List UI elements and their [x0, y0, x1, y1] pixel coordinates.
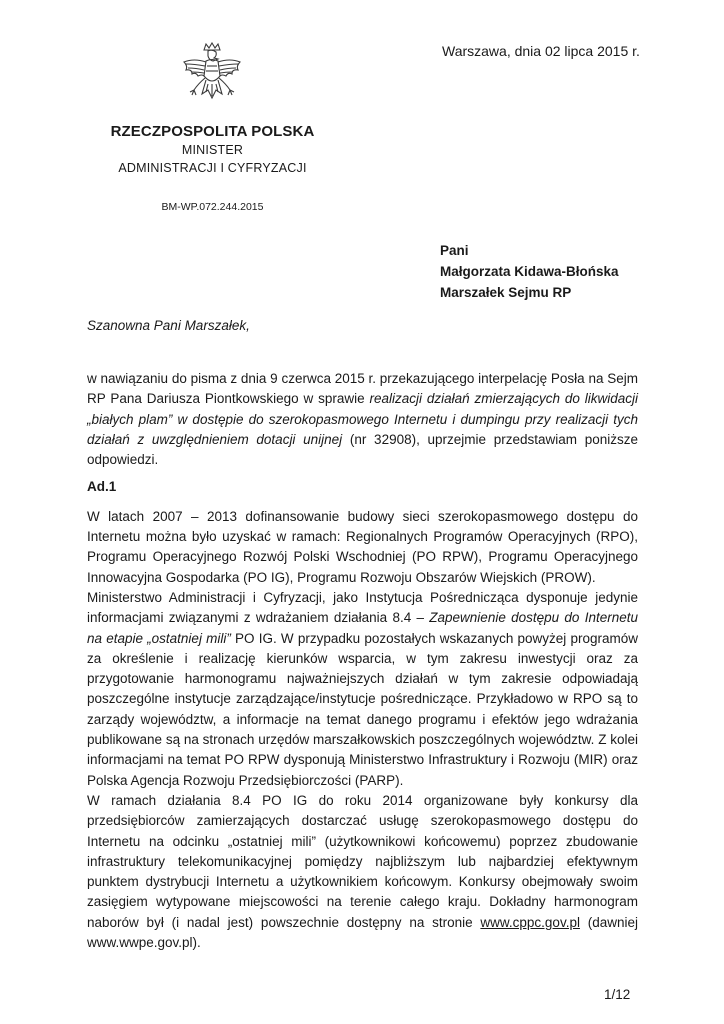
office-line-1: MINISTER — [181, 143, 244, 157]
p2-text-2: PO IG. W przypadku pozostałych wskazanych powyżej programów za określenie i realizację kierunków wsparcia, w tym zakresu inwestycji oraz za przygotowanie harmonogramu najważniejszych działań w tym zakresie odpowiadają poszczególne instytucje zarządzające/instytucje pośredniczące. Przykładowo w RPO są to zarządy województw, a informacje na temat danego programu i efektów jego wdrażania publikowane są na stronach urzędów marszałkowskich poszczególnych województw. Z kolei informacjami na temat PO RPW dysponują Ministerstwo Infrastruktury i Rozwoju (MIR) oraz Polska Agencja Rozwoju Przedsiębiorczości (PARP). — [87, 630, 638, 788]
salutation: Szanowna Pani Marszałek, — [87, 318, 250, 333]
polish-eagle-emblem-icon — [180, 42, 244, 108]
letter-body — [87, 369, 638, 953]
addressee-position: Marszałek Sejmu RP — [440, 285, 572, 300]
addressee-title: Pani — [440, 243, 469, 258]
reference-number: BM-WP.072.244.2015 — [161, 201, 264, 213]
paragraph-programs: W latach 2007 – 2013 dofinansowanie budowy sieci szerokopasmowego dostępu do Internetu można było uzyskać w ramach: Regionalnych Programów Operacyjnych (RPO), Programu Operacyjnego Rozwój Polski Wschodniej (PO RPW), Programu Operacyjnego Innowacyjna Gospodarka (PO IG), Programu Rozwoju Obszarów Wiejskich (PROW). — [87, 508, 638, 585]
paragraph-ministry — [87, 588, 638, 791]
page-number: 1/12 — [604, 987, 631, 1002]
place-and-date: Warszawa, dnia 02 lipca 2015 r. — [442, 43, 640, 59]
interpellation-subject: realizacji działań zmierzających do likwidacji „białych plam” w dostępie do szerokopasmowego Internetu i dumpingu przy realizacji tych działań z uwzględnieniem dotacji unijnej — [87, 391, 638, 447]
p2-text-1: Ministerstwo Administracji i Cyfryzacji, jako Instytucja Pośrednicząca dysponuje jedynie informacjami związanymi z wdrażaniem działania 8.4 – — [87, 589, 638, 626]
paragraph-competitions — [87, 791, 638, 953]
issuer-heading — [90, 122, 335, 177]
p3-text-2: (dawniej www.wwpe.gov.pl). — [87, 914, 639, 951]
section-heading: Ad.1 — [87, 479, 117, 495]
country-name: RZECZPOSPOLITA POLSKA — [110, 123, 315, 140]
intro-text-2: (nr 32908), uprzejmie przedstawiam poniższe odpowiedzi. — [87, 431, 639, 468]
addressee-name: Małgorzata Kidawa-Błońska — [440, 264, 619, 279]
addressee-block — [440, 240, 619, 303]
office-line-2: ADMINISTRACJI I CYFRYZACJI — [118, 161, 307, 175]
cppc-website-link[interactable]: www.cppc.gov.pl — [480, 914, 580, 930]
intro-paragraph — [87, 369, 638, 470]
intro-text-1: w nawiązaniu do pisma z dnia 9 czerwca 2015 r. przekazującego interpelację Posła na Sejm RP Pana Dariusza Piontkowskiego w sprawie — [87, 371, 638, 407]
measure-title: Zapewnienie dostępu do Internetu na etapie „ostatniej mili” — [87, 610, 638, 646]
p3-text-1: W ramach działania 8.4 PO IG do roku 2014 organizowane były konkursy dla przedsiębiorców zamierzających dostarczać usługę szerokopasmowego dostępu do Internetu na odcinku „ostatniej mili” (użytkownikowi końcowemu) poprzez zbudowanie infrastruktury telekomunikacyjnej pomiędzy najbliższym lub najbardziej efektywnym punktem dystrybucji Internetu a użytkownikiem końcowym. Konkursy obejmowały swoim zasięgiem wytypowane miejscowości na terenie całego kraju. Dokładny harmonogram naborów był (i nadal jest) powszechnie dostępny na stronie — [87, 792, 638, 930]
